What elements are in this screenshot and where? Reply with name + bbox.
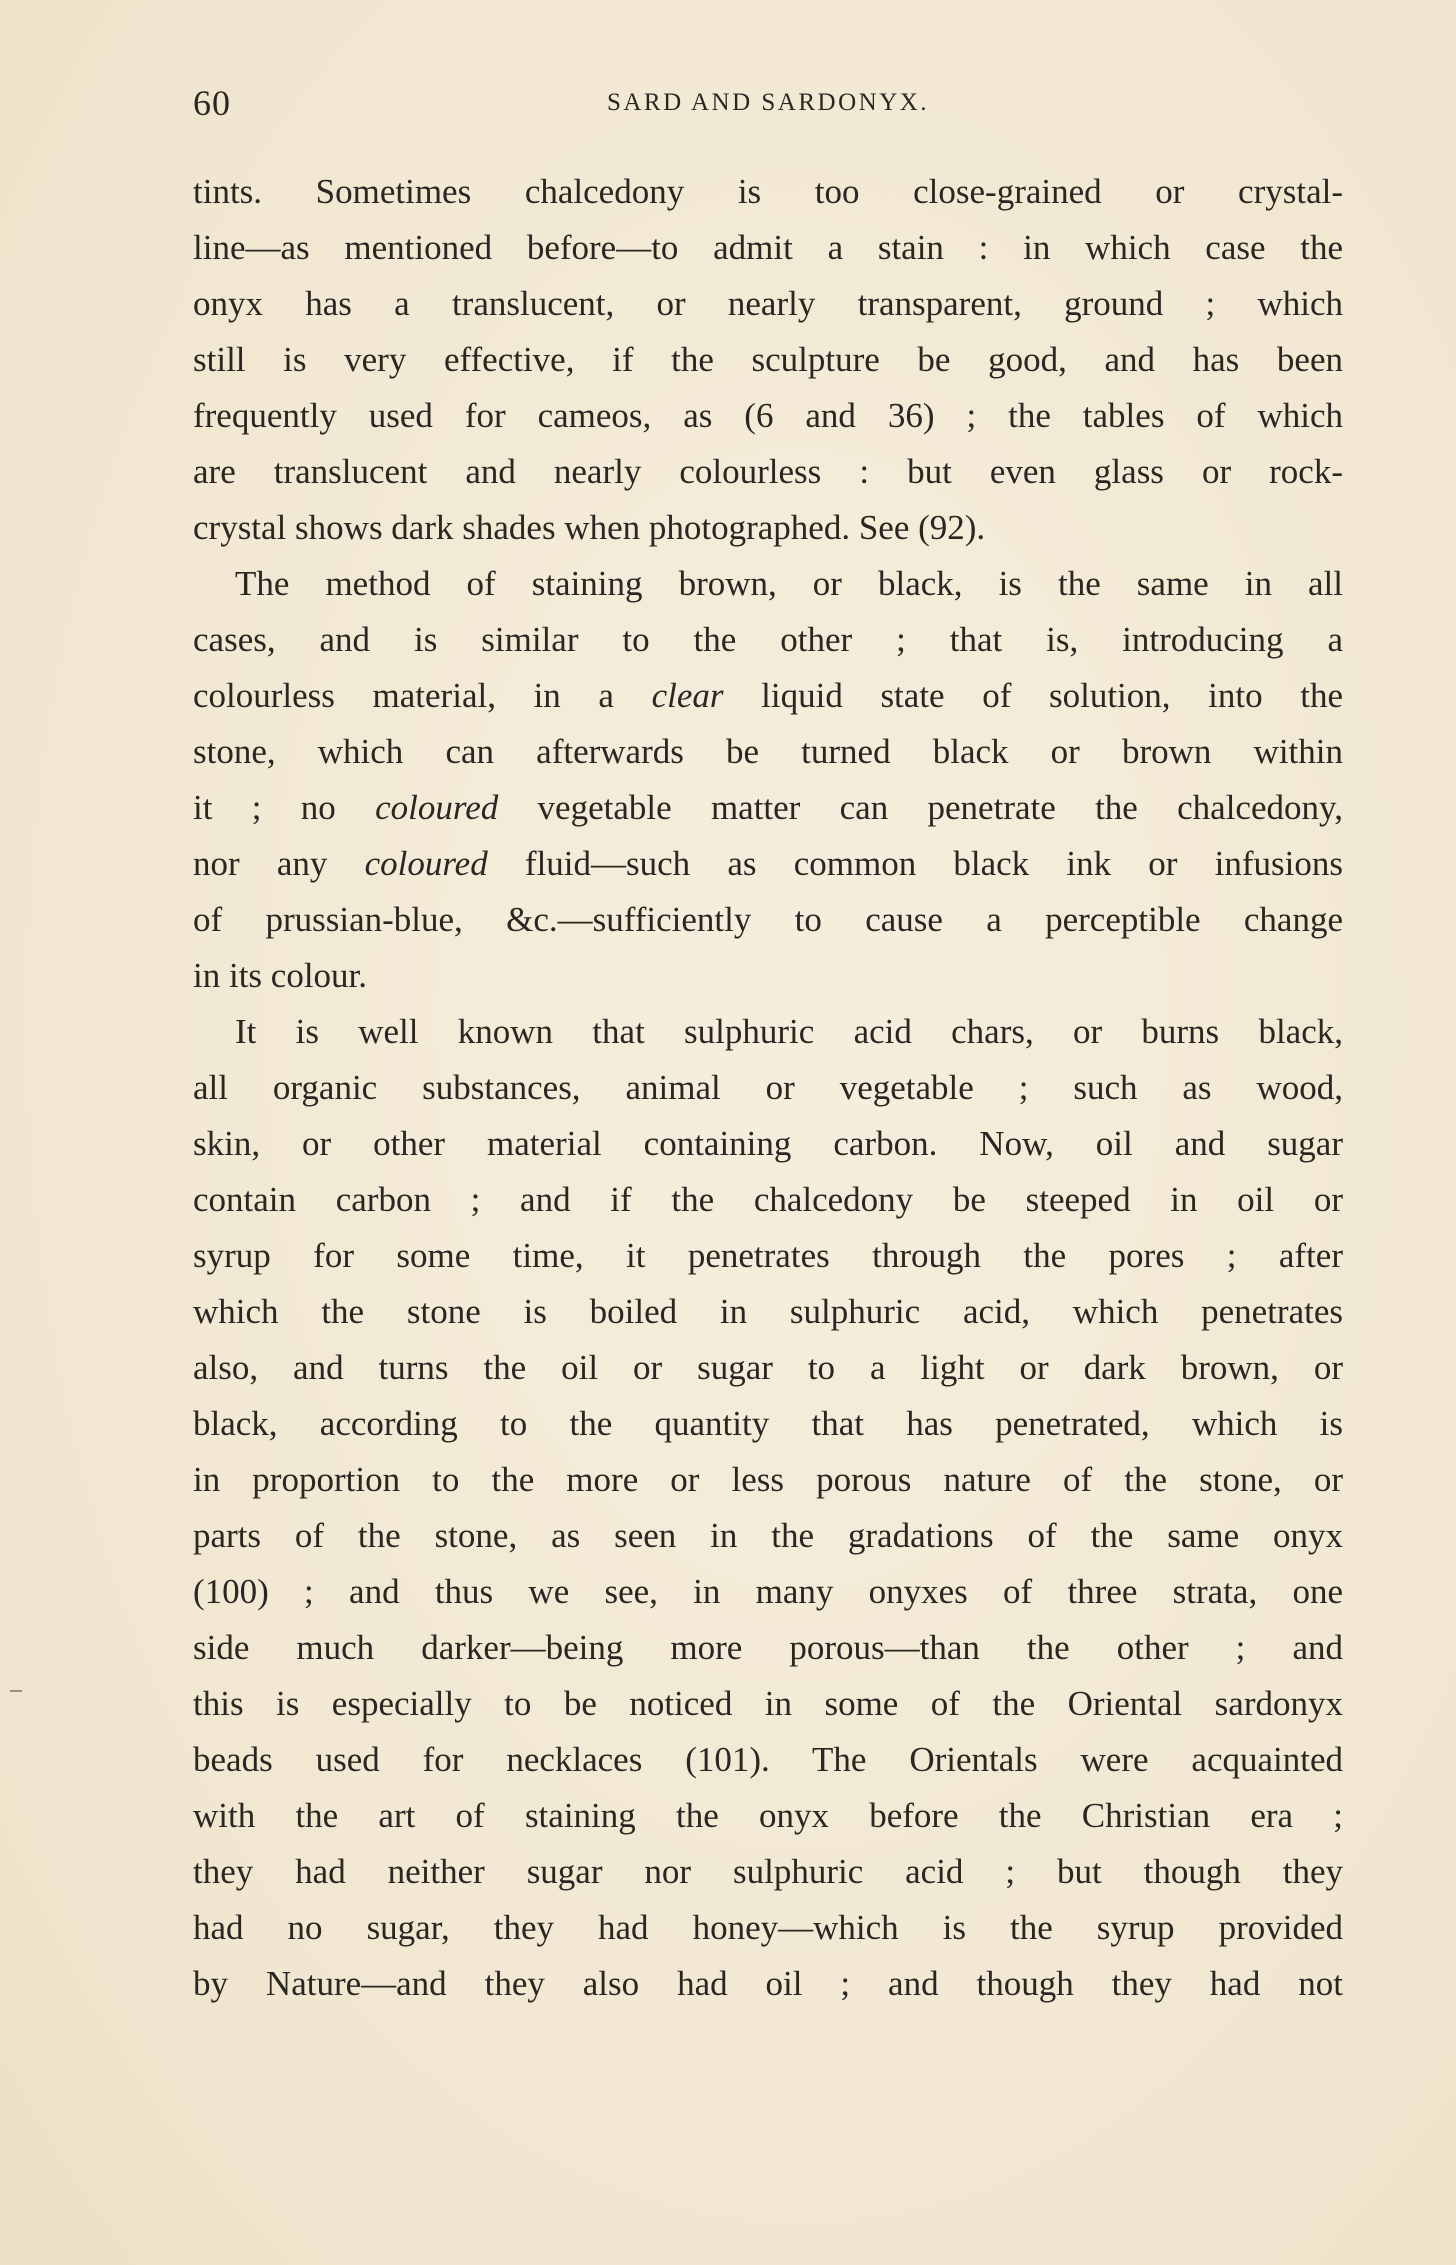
text-line: The method of staining brown, or black, is the same in all — [235, 564, 1343, 603]
text-line: (100) ; and thus we see, in many onyxes of three strata, one — [193, 1572, 1343, 1611]
text-line: syrup for some time, it penetrates through the pores ; after — [193, 1236, 1343, 1275]
text-line: cases, and is similar to the other ; that is, introducing a — [193, 620, 1343, 659]
italic-word: coloured — [375, 788, 499, 827]
italic-word: clear — [651, 676, 724, 715]
text-line: in proportion to the more or less porous nature of the stone, or — [193, 1460, 1343, 1499]
text-line: nor any coloured fluid—such as common black ink or infusions — [193, 844, 1343, 883]
text-line: crystal shows dark shades when photographed. See (92). — [193, 508, 986, 547]
text-line: by Nature—and they also had oil ; and though they had not — [193, 1964, 1343, 2003]
text-line: contain carbon ; and if the chalcedony be steeped in oil or — [193, 1180, 1343, 1219]
text-line: frequently used for cameos, as (6 and 36) ; the tables of which — [193, 396, 1343, 435]
text-line: colourless material, in a clear liquid state of solution, into the — [193, 676, 1343, 715]
page-number: 60 — [193, 83, 231, 123]
text-line: It is well known that sulphuric acid chars, or burns black, — [235, 1012, 1343, 1051]
text-line: of prussian-blue, &c.—sufficiently to cause a perceptible change — [193, 900, 1343, 939]
text-line: parts of the stone, as seen in the gradations of the same onyx — [193, 1516, 1343, 1555]
text-line: tints. Sometimes chalcedony is too close-grained or crystal- — [193, 172, 1343, 211]
text-line: all organic substances, animal or vegetable ; such as wood, — [193, 1068, 1343, 1107]
text-line: it ; no coloured vegetable matter can penetrate the chalcedony, — [193, 788, 1343, 827]
text-line: beads used for necklaces (101). The Orientals were acquainted — [193, 1740, 1343, 1779]
text-line: this is especially to be noticed in some of the Oriental sardonyx — [193, 1684, 1343, 1723]
text-line: stone, which can afterwards be turned black or brown within — [193, 732, 1343, 771]
text-line: also, and turns the oil or sugar to a light or dark brown, or — [193, 1348, 1343, 1387]
running-head: SARD AND SARDONYX. — [606, 89, 930, 116]
text-line: which the stone is boiled in sulphuric acid, which penetrates — [193, 1292, 1343, 1331]
margin-mark — [10, 1690, 22, 1692]
text-line: are translucent and nearly colourless : but even glass or rock- — [193, 452, 1343, 491]
text-line: still is very effective, if the sculpture be good, and has been — [193, 340, 1343, 379]
text-line: skin, or other material containing carbon. Now, oil and sugar — [193, 1124, 1343, 1163]
text-line: with the art of staining the onyx before the Christian era ; — [193, 1796, 1343, 1835]
text-line: black, according to the quantity that has penetrated, which is — [193, 1404, 1343, 1443]
text-line: had no sugar, they had honey—which is the syrup provided — [193, 1908, 1343, 1947]
text-line: side much darker—being more porous—than the other ; and — [193, 1628, 1343, 1667]
text-line: onyx has a translucent, or nearly transparent, ground ; which — [193, 284, 1343, 323]
text-line: in its colour. — [193, 956, 368, 995]
body-text — [193, 164, 1343, 2012]
page-header — [193, 78, 1343, 128]
text-line: line—as mentioned before—to admit a stain : in which case the — [193, 228, 1343, 267]
text-line: they had neither sugar nor sulphuric acid ; but though they — [193, 1852, 1343, 1891]
italic-word: coloured — [364, 844, 488, 883]
